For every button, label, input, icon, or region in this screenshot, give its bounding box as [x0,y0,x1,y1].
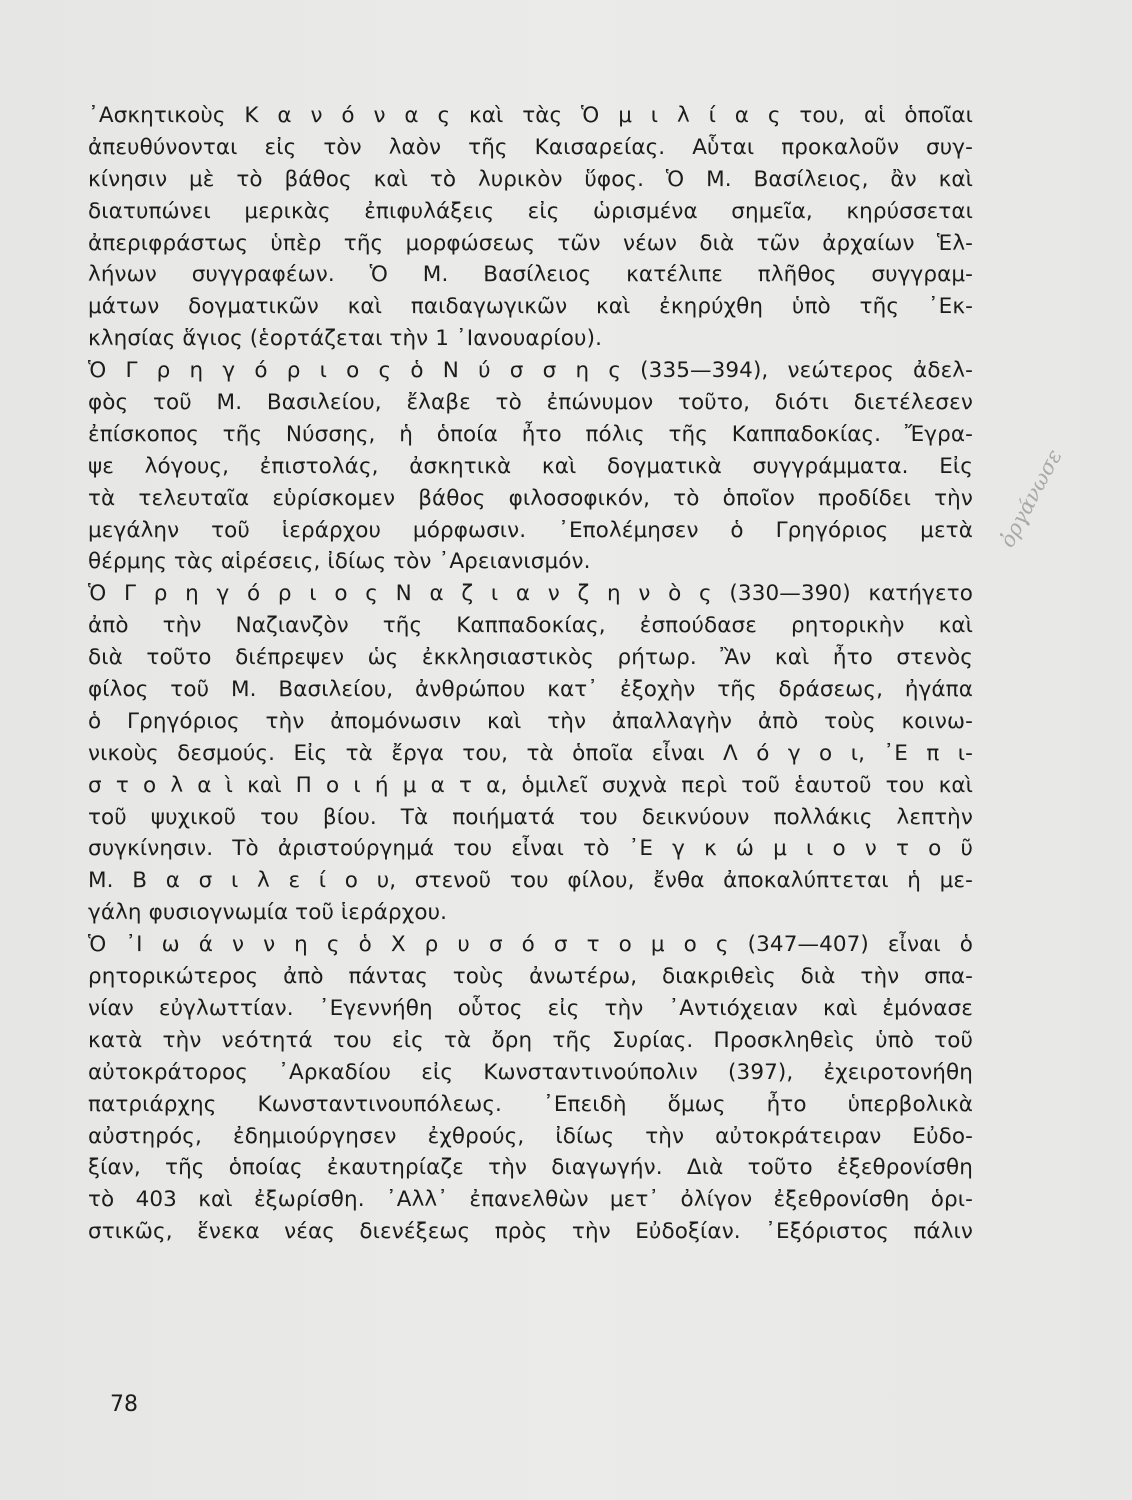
handwritten-note: ὀργάνωσε [995,445,1067,552]
margin-annotation [985,320,1125,580]
text-line: διατυπώνει μερικὰς ἐπιφυλάξεις εἰς ὡρισμένα σημεῖα, κηρύσσεται [88,198,973,224]
text-line: διὰ τοῦτο διέπρεψεν ὡς ἐκκλησιαστικὸς ρήτωρ. Ἂν καὶ ἦτο στενὸς [88,645,973,671]
text-line: Ὁ Γ ρ η γ ό ρ ι ο ς ὁ Ν ύ σ σ η ς (335—394), νεώτερος ἀδελ- [88,358,973,384]
text-line: συγκίνησιν. Τὸ ἀριστούργημά του εἶναι τὸ ᾿Ε γ κ ώ μ ι ο ν τ ο ῦ [88,836,973,862]
text-line: ἀπευθύνονται εἰς τὸν λαὸν τῆς Καισαρείας. Αὗται προκαλοῦν συγ- [88,134,973,160]
text-line: τοῦ ψυχικοῦ του βίου. Τὰ ποιήματά του δεικνύουν πολλάκις λεπτὴν [88,804,973,830]
text-line: μεγάλην τοῦ ἱεράρχου μόρφωσιν. ᾿Επολέμησεν ὁ Γρηγόριος μετὰ [88,517,973,543]
text-line: αὐτοκράτορος ᾿Αρκαδίου εἰς Κωνσταντινούπολιν (397), ἐχειροτονήθη [88,1059,973,1085]
text-line: νικοὺς δεσμούς. Εἰς τὰ ἔργα του, τὰ ὁποῖα εἶναι Λ ό γ ο ι, ᾿Ε π ι- [88,740,973,766]
text-line: Ὁ ᾿Ι ω ά ν ν η ς ὁ Χ ρ υ σ ό σ τ ο μ ο ς (347—407) εἶναι ὁ [88,932,973,958]
text-line: ρητορικώτερος ἀπὸ πάντας τοὺς ἀνωτέρω, διακριθεὶς διὰ τὴν σπα- [88,964,973,990]
text-line: κίνησιν μὲ τὸ βάθος καὶ τὸ λυρικὸν ὕφος. Ὁ Μ. Βασίλειος, ἂν καὶ [88,166,973,192]
text-line: ξίαν, τῆς ὁποίας ἐκαυτηρίαζε τὴν διαγωγήν. Διὰ τοῦτο ἐξεθρονίσθη [88,1155,973,1181]
text-line: Ὁ Γ ρ η γ ό ρ ι ο ς Ν α ζ ι α ν ζ η ν ὸ ς (330—390) κατήγετο [88,581,973,607]
text-line: τὰ τελευταῖα εὑρίσκομεν βάθος φιλοσοφικόν, τὸ ὁποῖον προδίδει τὴν [88,485,973,511]
text-line: φίλος τοῦ Μ. Βασιλείου, ἀνθρώπου κατ᾿ ἐξοχὴν τῆς δράσεως, ἠγάπα [88,677,973,703]
body-text [88,100,973,1248]
text-line: γάλη φυσιογνωμία τοῦ ἱεράρχου. [88,900,448,926]
page-number: 78 [110,1392,138,1417]
text-line: ὁ Γρηγόριος τὴν ἀπομόνωσιν καὶ τὴν ἀπαλλαγὴν ἀπὸ τοὺς κοινω- [88,708,973,734]
text-line: ἀπεριφράστως ὑπὲρ τῆς μορφώσεως τῶν νέων διὰ τῶν ἀρχαίων Ἑλ- [88,230,973,256]
text-line: Μ. Β α σ ι λ ε ί ο υ, στενοῦ του φίλου, ἔνθα ἀποκαλύπτεται ἡ με- [88,868,973,894]
text-line: ἐπίσκοπος τῆς Νύσσης, ἡ ὁποία ἦτο πόλις τῆς Καππαδοκίας. Ἔγρα- [88,421,973,447]
text-line: ψε λόγους, ἐπιστολάς, ἀσκητικὰ καὶ δογματικὰ συγγράμματα. Εἰς [88,453,973,479]
text-line: κλησίας ἅγιος (ἑορτάζεται τὴν 1 ᾿Ιανουαρίου). [88,326,603,352]
text-line: φὸς τοῦ Μ. Βασιλείου, ἔλαβε τὸ ἐπώνυμον τοῦτο, διότι διετέλεσεν [88,390,973,416]
text-line: τὸ 403 καὶ ἐξωρίσθη. ᾿Αλλ᾿ ἐπανελθὼν μετ᾿ ὀλίγον ἐξεθρονίσθη ὁρι- [88,1187,973,1213]
text-line: θέρμης τὰς αἱρέσεις, ἰδίως τὸν ᾿Αρειανισμόν. [88,549,591,575]
text-line: αὐστηρός, ἐδημιούργησεν ἐχθρούς, ἰδίως τὴν αὐτοκράτειραν Εὐδο- [88,1123,973,1149]
text-line: νίαν εὐγλωττίαν. ᾿Εγεννήθη οὗτος εἰς τὴν ᾿Αντιόχειαν καὶ ἐμόνασε [88,995,973,1021]
text-line: πατριάρχης Κωνσταντινουπόλεως. ᾿Επειδὴ ὅμως ἦτο ὑπερβολικὰ [88,1091,973,1117]
text-line: ᾿Ασκητικοὺς Κ α ν ό ν α ς καὶ τὰς Ὁ μ ι λ ί α ς του, αἱ ὁποῖαι [88,103,973,128]
text-line: σ τ ο λ α ὶ καὶ Π ο ι ή μ α τ α, ὁμιλεῖ συχνὰ περὶ τοῦ ἑαυτοῦ του καὶ [88,772,973,798]
text-line: στικῶς, ἕνεκα νέας διενέξεως πρὸς τὴν Εὐδοξίαν. ᾿Εξόριστος πάλιν [88,1219,973,1245]
text-line: ἀπὸ τὴν Ναζιανζὸν τῆς Καππαδοκίας, ἐσπούδασε ρητορικὴν καὶ [88,613,973,639]
text-line: κατὰ τὴν νεότητά του εἰς τὰ ὄρη τῆς Συρίας. Προσκληθεὶς ὑπὸ τοῦ [88,1027,973,1053]
text-line: λήνων συγγραφέων. Ὁ Μ. Βασίλειος κατέλιπε πλῆθος συγγραμ- [88,262,973,288]
text-line: μάτων δογματικῶν καὶ παιδαγωγικῶν καὶ ἐκηρύχθη ὑπὸ τῆς ᾿Εκ- [88,294,973,320]
